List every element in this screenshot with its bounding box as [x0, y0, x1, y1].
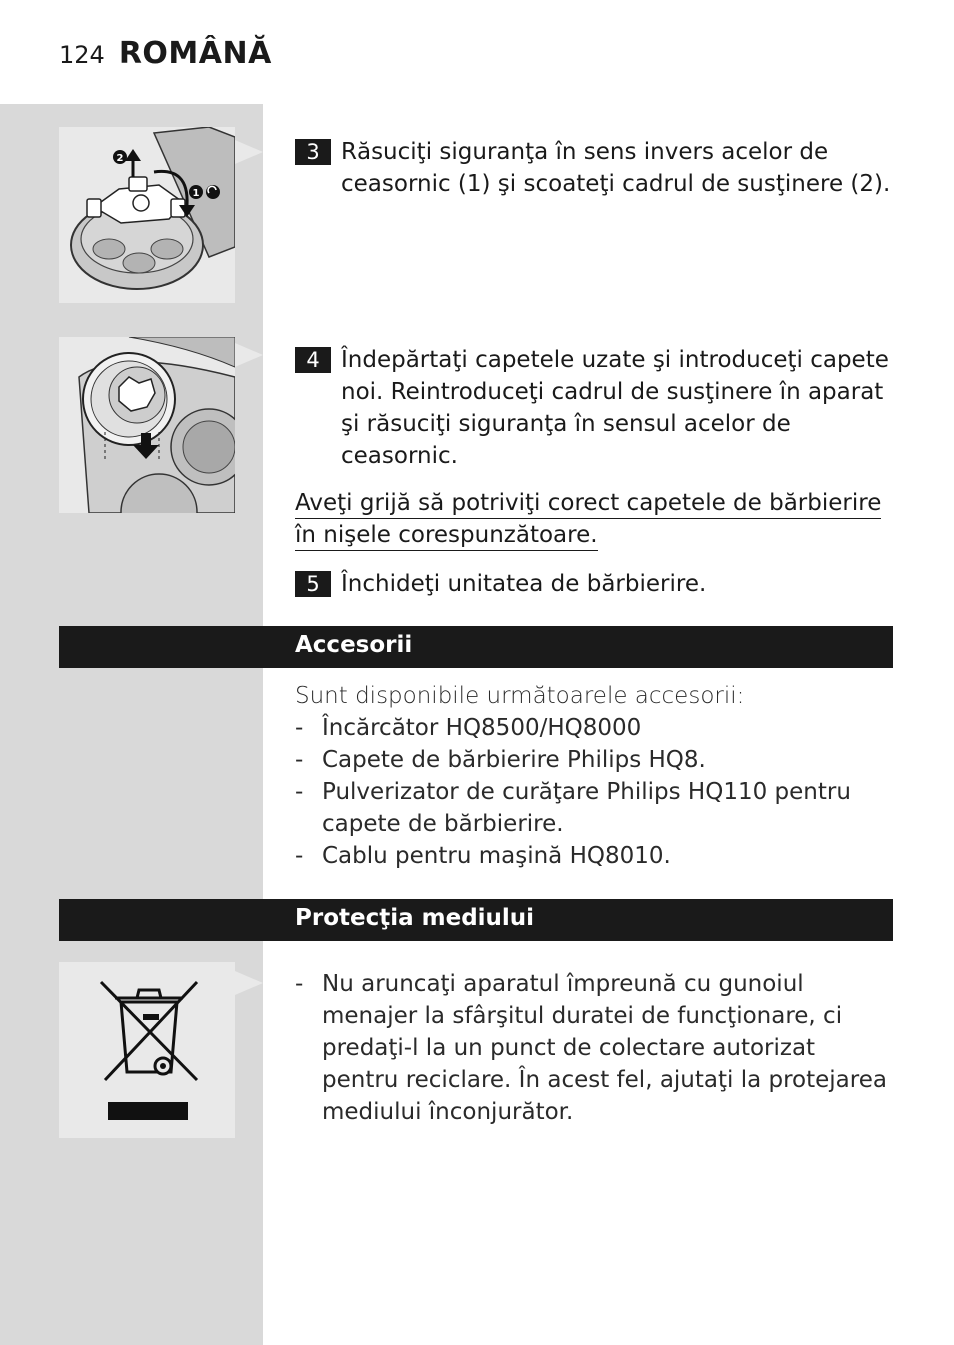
figure-recycle-bin-illustration: [59, 962, 235, 1138]
tip-line: în nişele corespunzătoare.: [295, 520, 598, 551]
tip-note: [295, 487, 895, 551]
section-header-accessories: [59, 626, 893, 668]
figure-shaving-head-illustration: [59, 337, 235, 513]
step-number-badge: 5: [295, 571, 331, 597]
figure-pointer: [235, 343, 263, 367]
section-title: Accesorii: [295, 632, 413, 658]
step-text: Închideţi unitatea de bărbierire.: [341, 571, 707, 597]
shaver-lock-icon: [59, 127, 235, 303]
figure-pointer: [235, 140, 263, 164]
step-5: [295, 568, 895, 600]
step-number-badge: 4: [295, 347, 331, 373]
list-item: - Pulverizator de curăţare Philips HQ110 pentru capete de bărbierire.: [295, 779, 851, 837]
label-one: 1: [192, 188, 200, 199]
accessories-intro: Sunt disponibile următoarele accesorii:: [295, 683, 745, 709]
figure-pointer: [235, 971, 263, 995]
figure-shaver-lock-illustration: [59, 127, 235, 303]
language-title: ROMÂNĂ: [118, 36, 272, 71]
tip-line: Aveţi grijă să potriviţi corect capetele de bărbierire: [295, 488, 881, 519]
step-text: Îndepărtaţi capetele uzate şi introduceţi capete noi. Reintroduceţi cadrul de susţinere în aparat şi răsuciţi siguranţa în sensul acelor de ceasornic.: [341, 347, 889, 469]
list-item: - Nu aruncaţi aparatul împreună cu gunoiul menajer la sfârşitul duratei de funcţionare, ci predaţi-l la un punct de colectare autorizat pentru reciclare. În acest fel, ajutaţi la protejarea mediului înconjurător.: [295, 971, 887, 1125]
accessories-list: [295, 712, 895, 872]
list-item: - Încărcător HQ8500/HQ8000: [295, 715, 642, 741]
list-item: - Cablu pentru maşină HQ8010.: [295, 843, 671, 869]
shaving-head-icon: [59, 337, 235, 513]
crossed-out-bin-icon: [59, 962, 235, 1138]
label-two: 2: [116, 153, 124, 164]
step-4: [295, 344, 895, 472]
page-number: 124: [59, 41, 105, 69]
section-header-environment: [59, 899, 893, 941]
step-3: [295, 136, 895, 200]
section-title: Protecţia mediului: [295, 905, 535, 931]
list-item: - Capete de bărbierire Philips HQ8.: [295, 747, 706, 773]
page-header: [59, 36, 272, 71]
step-number-badge: 3: [295, 139, 331, 165]
environment-list: [295, 968, 895, 1128]
step-text: Răsuciţi siguranţa în sens invers acelor de ceasornic (1) şi scoateţi cadrul de susţinere (2).: [341, 139, 891, 197]
